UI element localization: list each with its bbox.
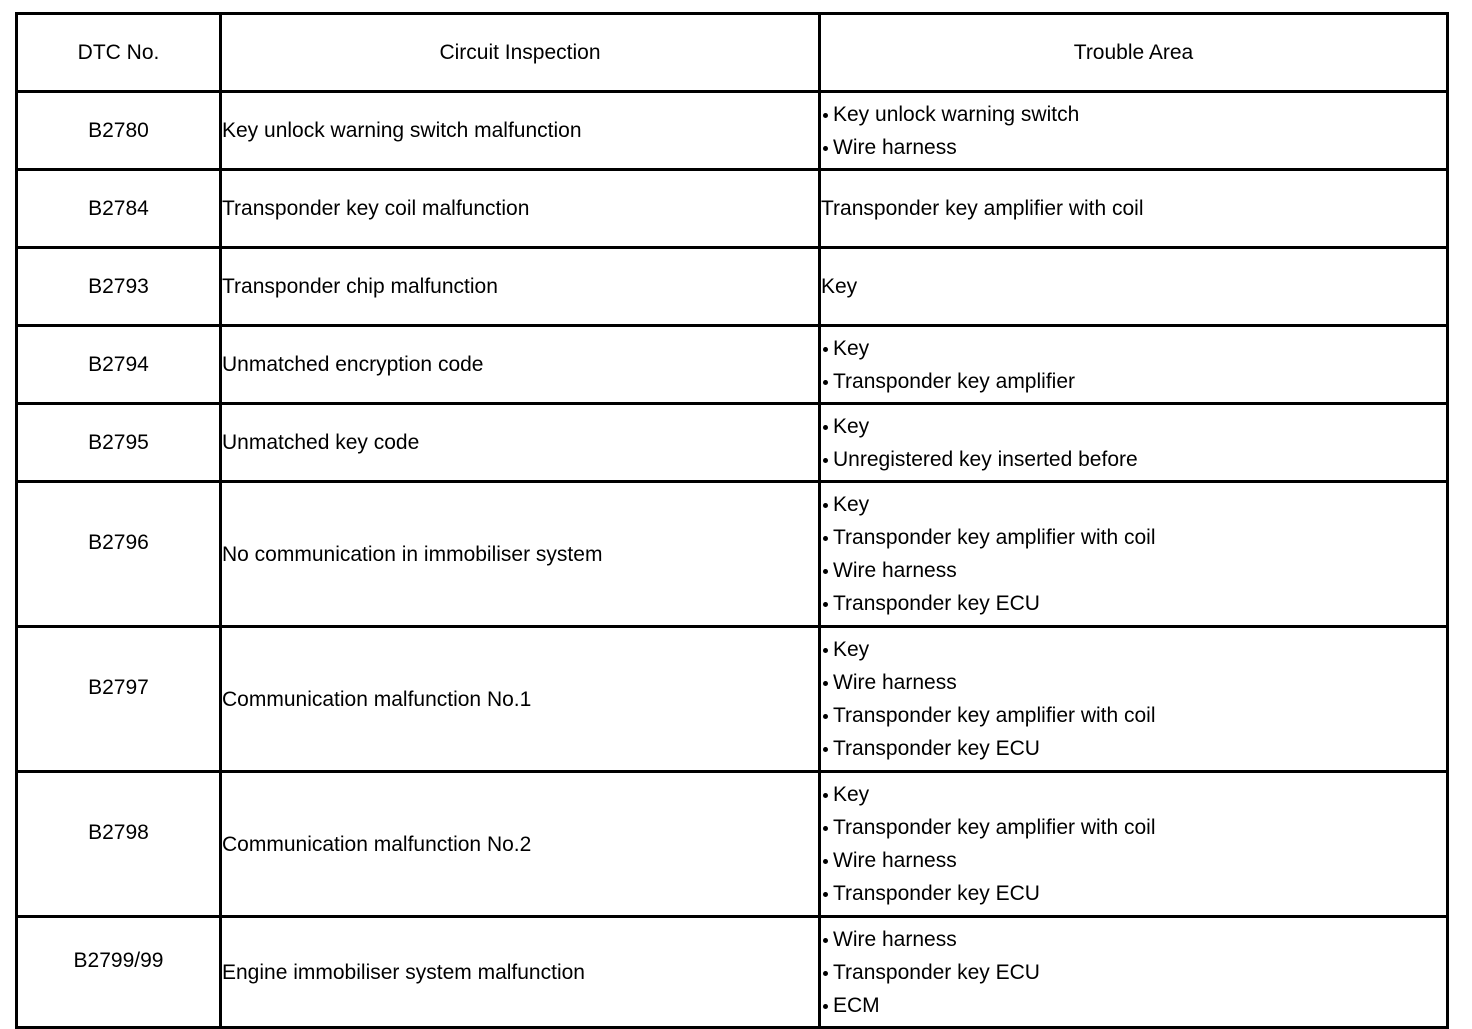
trouble-area-item: Unregistered key inserted before — [821, 443, 1446, 476]
trouble-area-item: Key — [821, 410, 1446, 443]
trouble-area-item: Transponder key ECU — [821, 587, 1446, 620]
table-row — [17, 248, 1448, 326]
dtc-code: B2797 — [17, 627, 221, 772]
dtc-code: B2793 — [17, 248, 221, 326]
table-row — [17, 170, 1448, 248]
trouble-area-item: Transponder key amplifier with coil — [821, 699, 1446, 732]
trouble-area — [820, 482, 1448, 627]
dtc-code: B2795 — [17, 404, 221, 482]
table-row — [17, 482, 1448, 627]
trouble-area — [820, 326, 1448, 404]
table-row — [17, 92, 1448, 170]
circuit-inspection: Key unlock warning switch malfunction — [221, 92, 820, 170]
dtc-code: B2794 — [17, 326, 221, 404]
trouble-area-item: Wire harness — [821, 131, 1446, 164]
trouble-area — [820, 92, 1448, 170]
trouble-area — [820, 404, 1448, 482]
trouble-area-item: Key — [821, 332, 1446, 365]
circuit-inspection: Communication malfunction No.2 — [221, 772, 820, 917]
circuit-inspection: Unmatched key code — [221, 404, 820, 482]
trouble-area-item: Wire harness — [821, 923, 1446, 956]
trouble-area-item: ECM — [821, 989, 1446, 1022]
trouble-area — [820, 627, 1448, 772]
table-row — [17, 404, 1448, 482]
trouble-area-item: Key — [821, 633, 1446, 666]
trouble-area-item: Key — [821, 488, 1446, 521]
table-row — [17, 772, 1448, 917]
circuit-inspection: Transponder chip malfunction — [221, 248, 820, 326]
dtc-table — [15, 12, 1449, 1029]
header-dtc-no: DTC No. — [17, 14, 221, 92]
trouble-area-item: Transponder key ECU — [821, 956, 1446, 989]
trouble-area-item: Wire harness — [821, 666, 1446, 699]
table-row — [17, 627, 1448, 772]
circuit-inspection: Communication malfunction No.1 — [221, 627, 820, 772]
dtc-code: B2796 — [17, 482, 221, 627]
trouble-area: Key — [820, 248, 1448, 326]
dtc-code: B2799/99 — [17, 917, 221, 1028]
header-row — [17, 14, 1448, 92]
dtc-code: B2780 — [17, 92, 221, 170]
circuit-inspection: No communication in immobiliser system — [221, 482, 820, 627]
trouble-area — [820, 917, 1448, 1028]
table-row — [17, 917, 1448, 1028]
trouble-area-item: Transponder key ECU — [821, 732, 1446, 765]
trouble-area-item: Wire harness — [821, 844, 1446, 877]
dtc-code: B2784 — [17, 170, 221, 248]
trouble-area-item: Transponder key ECU — [821, 877, 1446, 910]
trouble-area-item: Wire harness — [821, 554, 1446, 587]
trouble-area-item: Transponder key amplifier — [821, 365, 1446, 398]
circuit-inspection: Transponder key coil malfunction — [221, 170, 820, 248]
trouble-area — [820, 772, 1448, 917]
trouble-area-item: Transponder key amplifier with coil — [821, 521, 1446, 554]
header-trouble-area: Trouble Area — [820, 14, 1448, 92]
header-circuit-inspection: Circuit Inspection — [221, 14, 820, 92]
circuit-inspection: Engine immobiliser system malfunction — [221, 917, 820, 1028]
table-row — [17, 326, 1448, 404]
dtc-code: B2798 — [17, 772, 221, 917]
trouble-area-item: Transponder key amplifier with coil — [821, 811, 1446, 844]
trouble-area-item: Key — [821, 778, 1446, 811]
trouble-area: Transponder key amplifier with coil — [820, 170, 1448, 248]
circuit-inspection: Unmatched encryption code — [221, 326, 820, 404]
trouble-area-item: Key unlock warning switch — [821, 98, 1446, 131]
